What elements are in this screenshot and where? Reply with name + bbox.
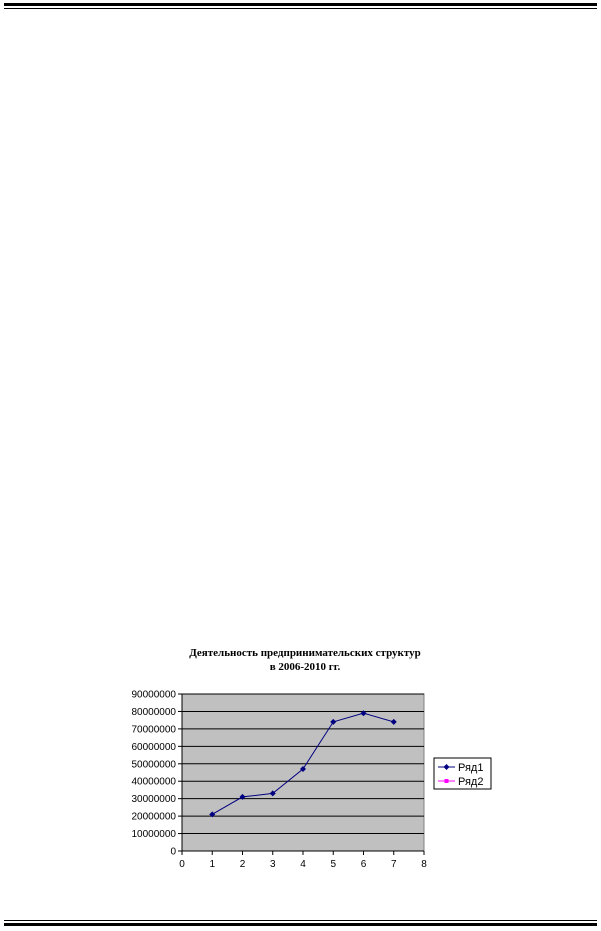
x-tick-label-5: 5 [330,859,337,870]
x-tick-label-3: 3 [269,859,276,870]
x-tick-label-0: 0 [179,859,185,870]
y-tick-label-1: 10000000 [131,829,176,841]
y-tick-label-6: 60000000 [131,741,176,753]
x-tick-label-4: 4 [300,859,306,870]
bottom-rule-thin [4,920,597,921]
legend-marker-series-2 [445,779,449,783]
legend-label-series-2: Ряд2 [458,776,484,788]
x-tick-label-1: 1 [209,859,216,870]
x-tick-label-6: 6 [360,859,367,870]
y-tick-label-9: 90000000 [131,689,176,701]
x-axis-ticks [179,851,427,870]
y-tick-label-3: 30000000 [131,794,176,806]
chart-subtitle: в 2006-2010 гг. [269,661,341,673]
y-tick-label-7: 70000000 [131,724,176,736]
y-tick-label-0: 0 [170,846,176,858]
y-axis-ticks [132,690,183,858]
y-tick-label-5: 50000000 [131,759,176,771]
x-tick-label-8: 8 [421,859,427,870]
plot-area [182,694,424,851]
bottom-rule-thick [4,923,597,926]
legend-label-series-1: Ряд1 [458,762,484,774]
x-tick-label-2: 2 [239,859,246,870]
y-tick-label-4: 40000000 [131,776,176,788]
chart-title: Деятельность предпринимательских структур [189,647,421,659]
legend [434,758,491,789]
y-tick-label-2: 20000000 [131,811,176,823]
x-tick-label-7: 7 [390,859,397,870]
y-tick-label-8: 80000000 [131,706,176,718]
